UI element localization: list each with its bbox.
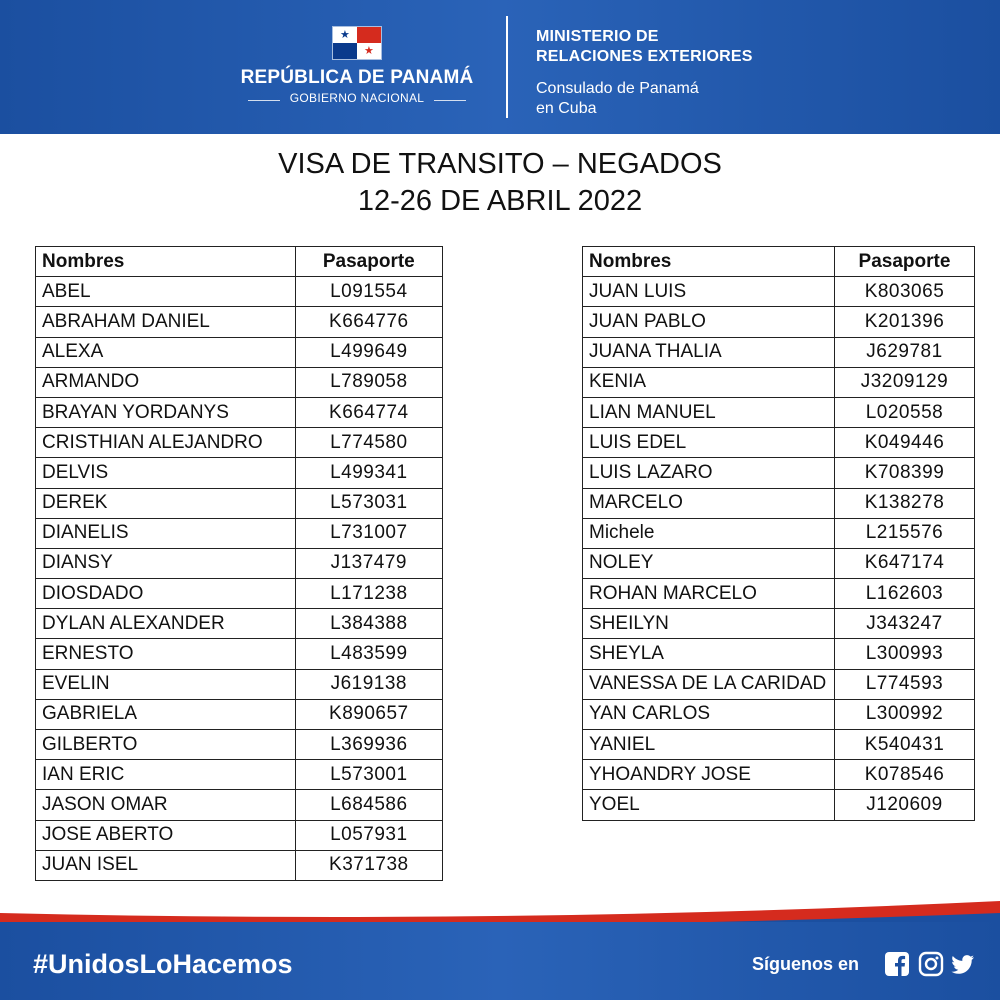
table-row bbox=[583, 760, 975, 790]
denied-visa-table-left bbox=[35, 246, 443, 881]
passport-cell: K664774 bbox=[295, 397, 442, 427]
name-cell: ABRAHAM DANIEL bbox=[36, 307, 296, 337]
table-row bbox=[36, 730, 443, 760]
name-cell: LIAN MANUEL bbox=[583, 397, 835, 427]
passport-cell: L499341 bbox=[295, 458, 442, 488]
name-cell: JUAN LUIS bbox=[583, 277, 835, 307]
name-cell: JUAN PABLO bbox=[583, 307, 835, 337]
name-cell: GABRIELA bbox=[36, 699, 296, 729]
name-cell: GILBERTO bbox=[36, 730, 296, 760]
passport-cell: J629781 bbox=[834, 337, 974, 367]
ministry-line-1: MINISTERIO DE bbox=[536, 28, 659, 45]
passport-cell: L774580 bbox=[295, 428, 442, 458]
name-cell: DIANSY bbox=[36, 548, 296, 578]
table-row bbox=[36, 307, 443, 337]
name-cell: ABEL bbox=[36, 277, 296, 307]
names-column-header: Nombres bbox=[36, 247, 296, 277]
passport-cell: K371738 bbox=[295, 850, 442, 880]
passport-cell: L789058 bbox=[295, 367, 442, 397]
passport-cell: K049446 bbox=[834, 428, 974, 458]
name-cell: LUIS EDEL bbox=[583, 428, 835, 458]
name-cell: CRISTHIAN ALEJANDRO bbox=[36, 428, 296, 458]
name-cell: Michele bbox=[583, 518, 835, 548]
passport-column-header: Pasaporte bbox=[295, 247, 442, 277]
twitter-icon[interactable] bbox=[950, 951, 976, 977]
table-row bbox=[36, 548, 443, 578]
passport-cell: L573031 bbox=[295, 488, 442, 518]
table-row bbox=[583, 307, 975, 337]
passport-cell: L774593 bbox=[834, 669, 974, 699]
table-row bbox=[583, 428, 975, 458]
passport-cell: L684586 bbox=[295, 790, 442, 820]
name-cell: ERNESTO bbox=[36, 639, 296, 669]
table-row bbox=[583, 730, 975, 760]
table-row bbox=[583, 337, 975, 367]
name-cell: MARCELO bbox=[583, 488, 835, 518]
name-cell: SHEYLA bbox=[583, 639, 835, 669]
table-row bbox=[583, 458, 975, 488]
passport-cell: L573001 bbox=[295, 760, 442, 790]
passport-cell: K078546 bbox=[834, 760, 974, 790]
name-cell: EVELIN bbox=[36, 669, 296, 699]
name-cell: NOLEY bbox=[583, 548, 835, 578]
name-cell: JUAN ISEL bbox=[36, 850, 296, 880]
name-cell: ROHAN MARCELO bbox=[583, 579, 835, 609]
government-subtitle: GOBIERNO NACIONAL bbox=[289, 91, 425, 105]
table-row bbox=[583, 548, 975, 578]
passport-cell: K664776 bbox=[295, 307, 442, 337]
table-row bbox=[36, 488, 443, 518]
table-row bbox=[583, 579, 975, 609]
passport-cell: J3209129 bbox=[834, 367, 974, 397]
passport-cell: L300992 bbox=[834, 699, 974, 729]
passport-cell: J137479 bbox=[295, 548, 442, 578]
table-header-row bbox=[36, 247, 443, 277]
passport-cell: K890657 bbox=[295, 699, 442, 729]
table-row bbox=[36, 820, 443, 850]
name-cell: KENIA bbox=[583, 367, 835, 397]
table-row bbox=[583, 277, 975, 307]
table-row bbox=[36, 579, 443, 609]
consulate-line-2: en Cuba bbox=[536, 100, 597, 117]
name-cell: YHOANDRY JOSE bbox=[583, 760, 835, 790]
instagram-icon[interactable] bbox=[918, 951, 944, 977]
name-cell: YOEL bbox=[583, 790, 835, 820]
name-cell: DIOSDADO bbox=[36, 579, 296, 609]
name-cell: IAN ERIC bbox=[36, 760, 296, 790]
table-row bbox=[583, 367, 975, 397]
table-row bbox=[36, 790, 443, 820]
denied-visa-table-right bbox=[582, 246, 975, 821]
passport-cell: L300993 bbox=[834, 639, 974, 669]
name-cell: DIANELIS bbox=[36, 518, 296, 548]
name-cell: ALEXA bbox=[36, 337, 296, 367]
table-row bbox=[583, 397, 975, 427]
name-cell: JOSE ABERTO bbox=[36, 820, 296, 850]
passport-cell: L731007 bbox=[295, 518, 442, 548]
table-row bbox=[583, 699, 975, 729]
government-subtitle-wrap bbox=[248, 91, 466, 109]
passport-cell: L057931 bbox=[295, 820, 442, 850]
passport-cell: L499649 bbox=[295, 337, 442, 367]
table-header-row bbox=[583, 247, 975, 277]
table-row bbox=[583, 669, 975, 699]
passport-cell: L091554 bbox=[295, 277, 442, 307]
ministry-line-2: RELACIONES EXTERIORES bbox=[536, 48, 753, 65]
passport-cell: L215576 bbox=[834, 518, 974, 548]
passport-cell: L171238 bbox=[295, 579, 442, 609]
document-title: VISA DE TRANSITO – NEGADOS bbox=[278, 148, 722, 180]
table-row bbox=[36, 397, 443, 427]
table-row bbox=[36, 609, 443, 639]
passport-cell: L483599 bbox=[295, 639, 442, 669]
name-cell: DEREK bbox=[36, 488, 296, 518]
table-row bbox=[583, 518, 975, 548]
passport-cell: K803065 bbox=[834, 277, 974, 307]
table-row bbox=[36, 669, 443, 699]
table-row bbox=[36, 277, 443, 307]
passport-cell: J120609 bbox=[834, 790, 974, 820]
name-cell: JASON OMAR bbox=[36, 790, 296, 820]
passport-cell: L020558 bbox=[834, 397, 974, 427]
consulate-line-1: Consulado de Panamá bbox=[536, 80, 699, 97]
passport-cell: K540431 bbox=[834, 730, 974, 760]
names-column-header: Nombres bbox=[583, 247, 835, 277]
passport-cell: J619138 bbox=[295, 669, 442, 699]
document-date-range: 12-26 DE ABRIL 2022 bbox=[357, 185, 643, 217]
name-cell: ARMANDO bbox=[36, 367, 296, 397]
table-row bbox=[583, 488, 975, 518]
facebook-icon[interactable] bbox=[884, 951, 910, 977]
table-row bbox=[36, 337, 443, 367]
passport-cell: L384388 bbox=[295, 609, 442, 639]
table-row bbox=[36, 639, 443, 669]
table-row bbox=[36, 699, 443, 729]
table-row bbox=[36, 458, 443, 488]
passport-cell: L369936 bbox=[295, 730, 442, 760]
name-cell: YAN CARLOS bbox=[583, 699, 835, 729]
passport-cell: K201396 bbox=[834, 307, 974, 337]
passport-column-header: Pasaporte bbox=[834, 247, 974, 277]
passport-cell: K138278 bbox=[834, 488, 974, 518]
table-row bbox=[36, 760, 443, 790]
table-row bbox=[36, 850, 443, 880]
name-cell: BRAYAN YORDANYS bbox=[36, 397, 296, 427]
passport-cell: K708399 bbox=[834, 458, 974, 488]
table-row bbox=[583, 609, 975, 639]
passport-cell: J343247 bbox=[834, 609, 974, 639]
passport-cell: K647174 bbox=[834, 548, 974, 578]
name-cell: LUIS LAZARO bbox=[583, 458, 835, 488]
name-cell: DELVIS bbox=[36, 458, 296, 488]
name-cell: JUANA THALIA bbox=[583, 337, 835, 367]
header-banner bbox=[0, 0, 1000, 134]
header-divider bbox=[506, 16, 508, 118]
name-cell: VANESSA DE LA CARIDAD bbox=[583, 669, 835, 699]
passport-cell: L162603 bbox=[834, 579, 974, 609]
follow-us-label: Síguenos en bbox=[752, 954, 860, 974]
panama-flag-icon: ★ ★ bbox=[333, 27, 381, 59]
republic-title: REPÚBLICA DE PANAMÁ bbox=[240, 67, 474, 88]
table-row bbox=[36, 428, 443, 458]
table-row bbox=[36, 367, 443, 397]
table-row bbox=[583, 639, 975, 669]
table-row bbox=[36, 518, 443, 548]
name-cell: YANIEL bbox=[583, 730, 835, 760]
name-cell: SHEILYN bbox=[583, 609, 835, 639]
table-row bbox=[583, 790, 975, 820]
campaign-hashtag: #UnidosLoHacemos bbox=[33, 949, 293, 979]
name-cell: DYLAN ALEXANDER bbox=[36, 609, 296, 639]
